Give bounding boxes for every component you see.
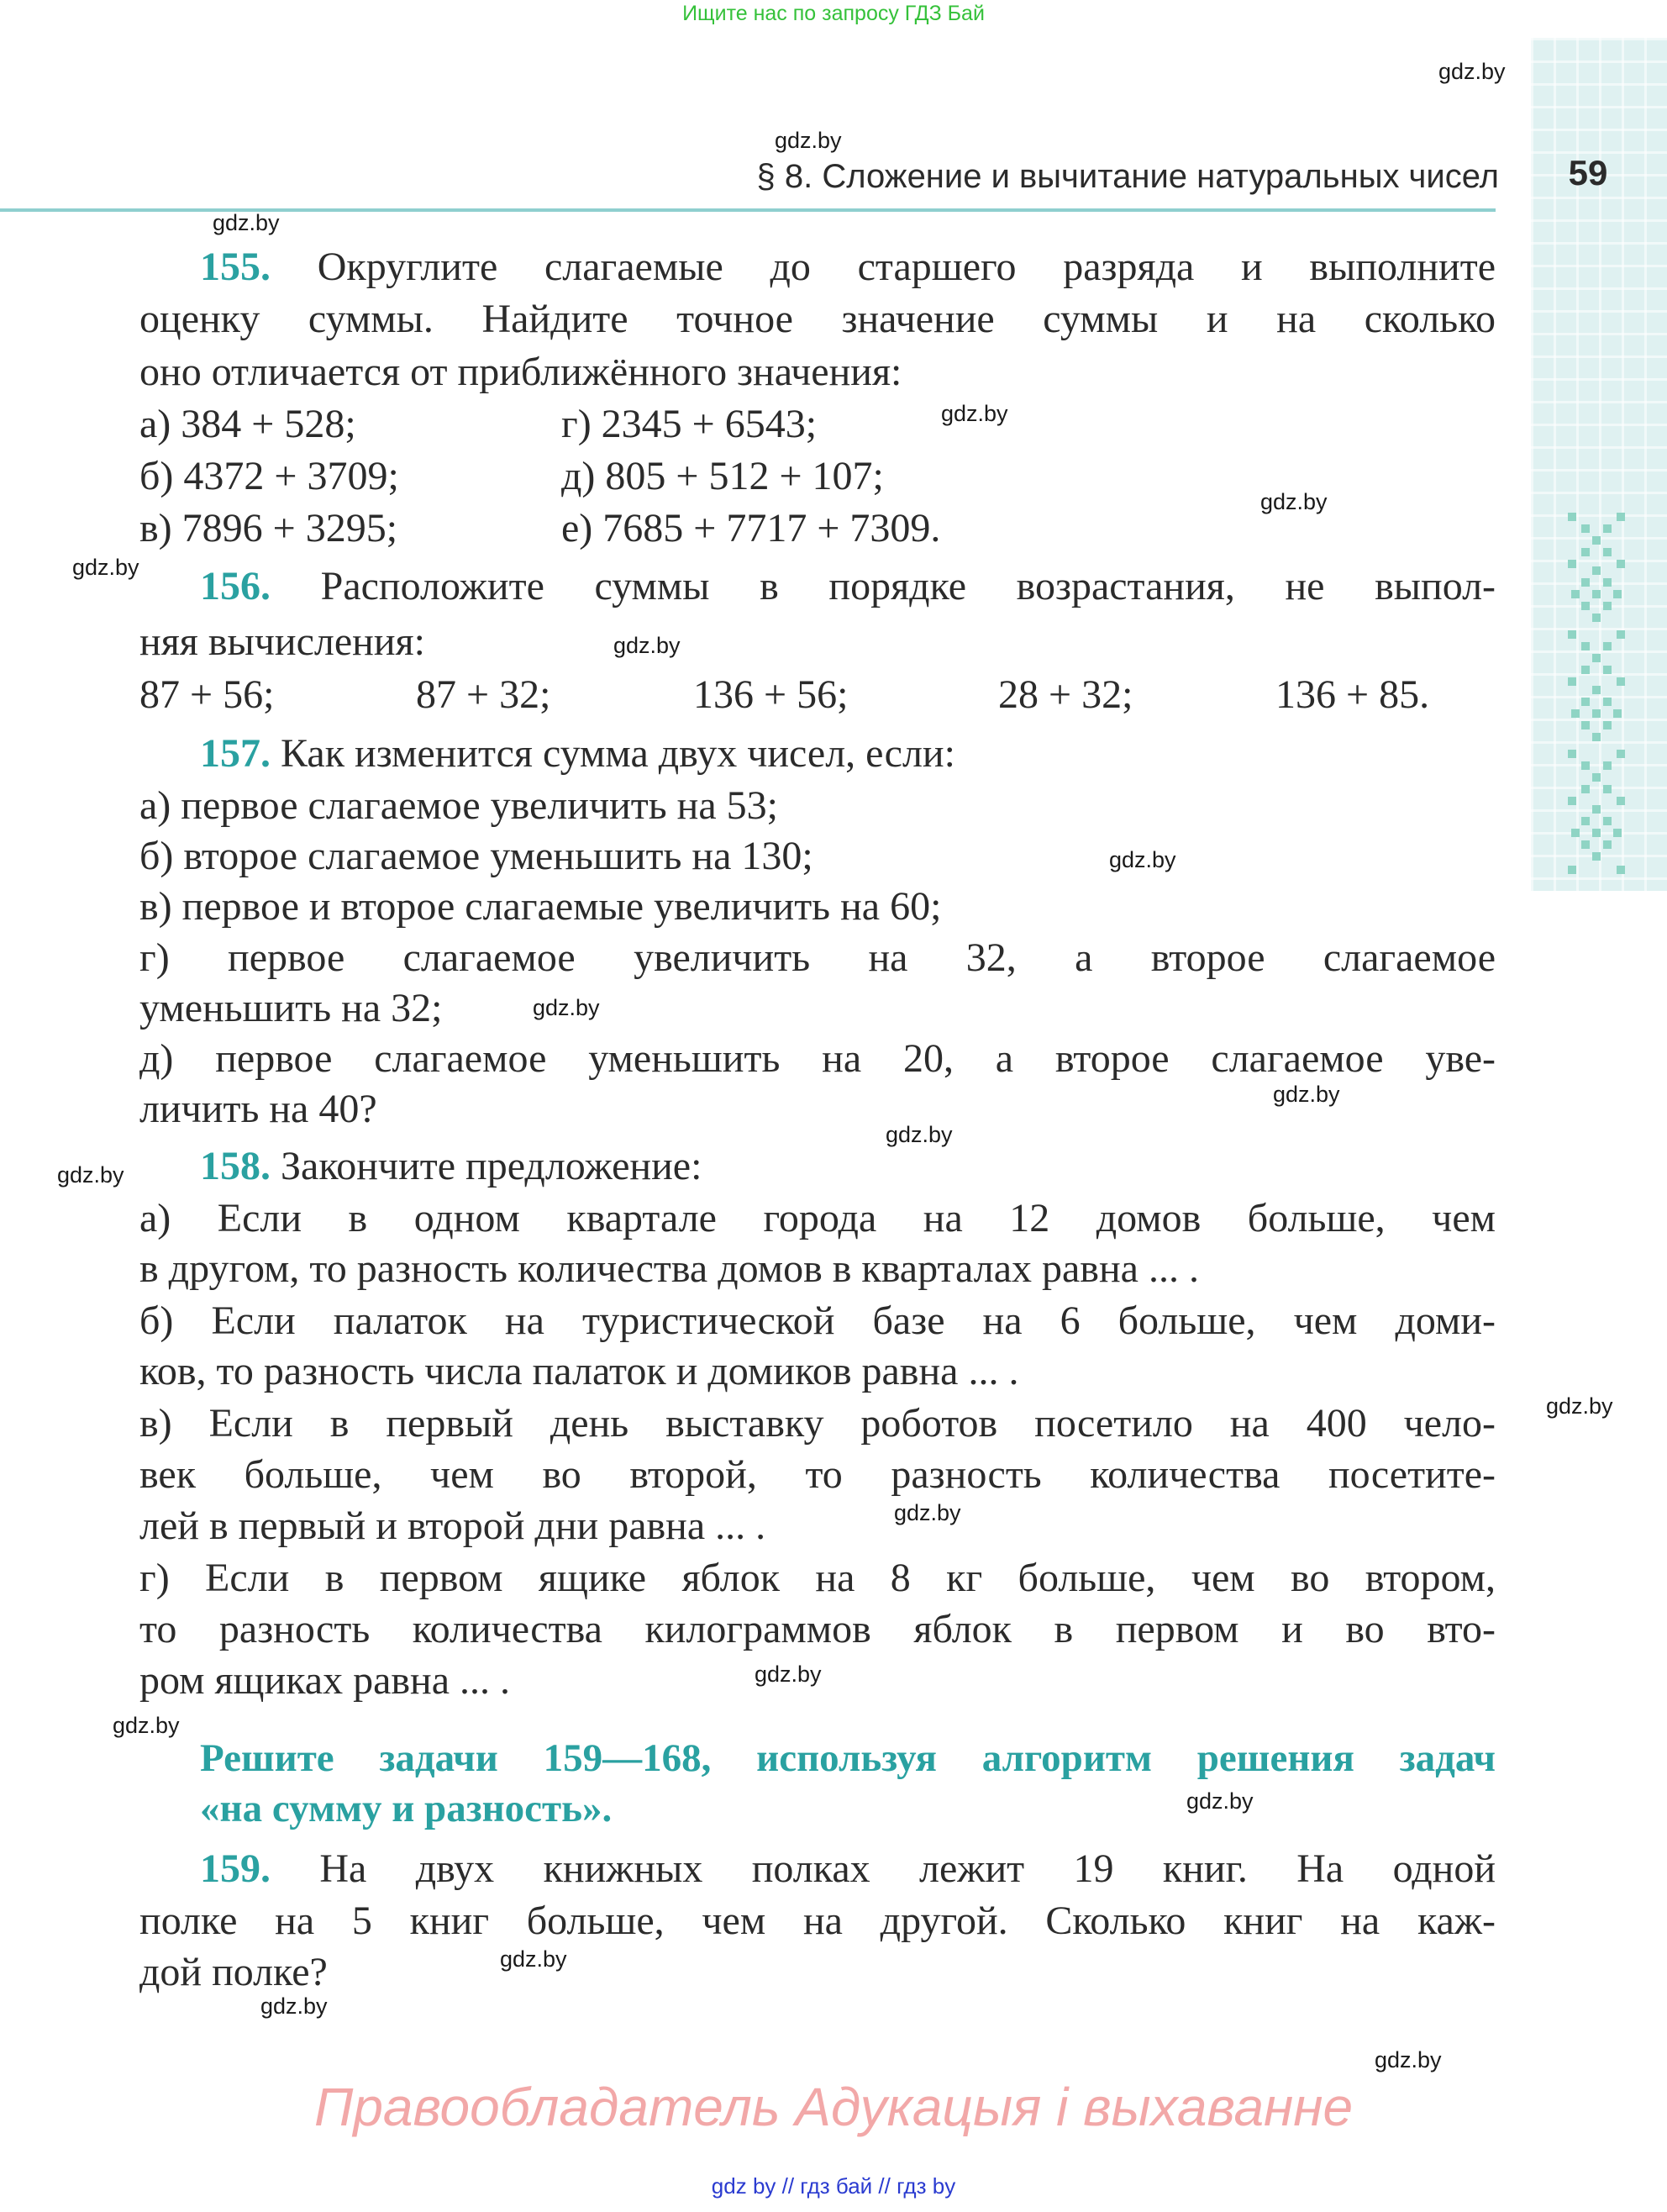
problem-155-item: е) 7685 + 7717 + 7309.	[561, 506, 941, 550]
problem-159-line-2: полке на 5 книг больше, чем на другой. Сколько книг на каж-	[139, 1899, 1496, 1943]
watermark: gdz.by	[1109, 847, 1176, 872]
watermark: gdz.by	[1273, 1082, 1340, 1107]
problem-157-item-e: д) первое слагаемое уменьшить на 20, а второе слагаемое уве-	[139, 1036, 1496, 1081]
top-banner: Ищите нас по запросу ГДЗ Бай	[682, 2, 985, 25]
watermark: gdz.by	[213, 210, 280, 235]
problem-157-item-b: б) второе слагаемое уменьшить на 130;	[139, 834, 813, 878]
sum-item: 136 + 85.	[1275, 672, 1430, 717]
watermark: gdz.by	[1546, 1393, 1613, 1419]
section-title: § 8. Сложение и вычитание натуральных чисел	[756, 158, 1499, 195]
watermark: gdz.by	[113, 1713, 180, 1738]
problem-158-item-d-cont: то разность количества килограммов яблок в первом и во вто-	[139, 1607, 1496, 1651]
sum-item: 136 + 56;	[693, 672, 849, 717]
problem-158-item-c: в) Если в первый день выставку роботов посетило на 400 чело-	[139, 1401, 1496, 1446]
watermark: gdz.by	[260, 1993, 328, 2019]
watermark: gdz.by	[886, 1122, 953, 1147]
sum-item: 28 + 32;	[998, 672, 1133, 717]
page-number: 59	[1568, 153, 1608, 192]
problem-159-line-3: дой полке?	[139, 1950, 328, 1994]
bottom-links[interactable]: gdz by // гдз бай // гдз by	[711, 2173, 956, 2199]
problem-155-item: а) 384 + 528;	[139, 402, 356, 446]
problem-159-number: 159.	[200, 1846, 271, 1891]
watermark: gdz.by	[57, 1162, 124, 1188]
watermark: gdz.by	[1260, 489, 1328, 514]
problem-155-item: в) 7896 + 3295;	[139, 506, 398, 550]
watermark: gdz.by	[533, 995, 600, 1020]
watermark: gdz.by	[894, 1500, 961, 1525]
watermark: gdz.by	[755, 1662, 822, 1687]
problem-156-line-1: 156. Расположите суммы в порядке возрастания, не выпол-	[200, 564, 1496, 608]
problem-158-item-a: а) Если в одном квартале города на 12 домов больше, чем	[139, 1196, 1496, 1240]
task-heading-line-2: «на сумму и разность».	[200, 1787, 613, 1830]
problem-155-number: 155.	[200, 245, 271, 289]
problem-157-item-c: в) первое и второе слагаемые увеличить на 60;	[139, 884, 942, 929]
problem-158-number: 158.	[200, 1144, 271, 1188]
problem-155-line-3: оно отличается от приближённого значения:	[139, 350, 902, 394]
watermark: gdz.by	[775, 128, 842, 153]
problem-158-item-a-cont: в другом, то разность количества домов в кварталах равна ... .	[139, 1246, 1199, 1291]
watermark: gdz.by	[72, 555, 139, 580]
problem-158-item-b: б) Если палаток на туристической базе на 6 больше, чем доми-	[139, 1298, 1496, 1343]
copyright-notice: Правообладатель Адукацыя і выхаванне	[313, 2077, 1354, 2137]
problem-158-item-c-cont2: лей в первый и второй дни равна ... .	[139, 1504, 766, 1548]
problem-158-line-1: 158. Закончите предложение:	[200, 1144, 702, 1188]
watermark: gdz.by	[1438, 59, 1506, 84]
problem-155-line-1: 155. Округлите слагаемые до старшего разряда и выполните	[200, 245, 1496, 289]
watermark: gdz.by	[1186, 1788, 1254, 1814]
problem-156-line-2: няя вычисления:	[139, 619, 425, 664]
sum-item: 87 + 32;	[416, 672, 551, 717]
problem-155-item: д) 805 + 512 + 107;	[561, 454, 884, 498]
problem-157-item-a: а) первое слагаемое увеличить на 53;	[139, 783, 778, 828]
problem-155-item: г) 2345 + 6543;	[561, 402, 818, 446]
sum-item: 87 + 56;	[139, 672, 275, 717]
ornament-icon	[1564, 513, 1628, 891]
problem-158-item-d: г) Если в первом ящике яблок на 8 кг больше, чем во втором,	[139, 1556, 1496, 1600]
problem-158-item-c-cont: век больше, чем во второй, то разность количества посетите-	[139, 1452, 1496, 1497]
watermark: gdz.by	[500, 1946, 567, 1972]
problem-157-item-e-cont: личить на 40?	[139, 1087, 377, 1131]
problem-155-line-2: оценку суммы. Найдите точное значение суммы и на сколько	[139, 297, 1496, 341]
problem-159-line-1: 159. На двух книжных полках лежит 19 книг. На одной	[200, 1846, 1496, 1891]
problem-158-item-b-cont: ков, то разность числа палаток и домиков равна ... .	[139, 1349, 1019, 1393]
watermark: gdz.by	[1375, 2047, 1442, 2072]
problem-157-number: 157.	[200, 731, 271, 776]
task-heading-line-1: Решите задачи 159—168, используя алгоритм решения задач	[200, 1736, 1496, 1780]
watermark: gdz.by	[941, 401, 1008, 426]
problem-156-number: 156.	[200, 564, 271, 608]
problem-158-item-d-cont2: ром ящиках равна ... .	[139, 1658, 511, 1703]
watermark: gdz.by	[613, 633, 681, 658]
problem-157-item-d-cont: уменьшить на 32;	[139, 986, 443, 1030]
problem-157-item-d: г) первое слагаемое увеличить на 32, а второе слагаемое	[139, 935, 1496, 980]
problem-157-line-1: 157. Как изменится сумма двух чисел, если:	[200, 731, 955, 776]
problem-155-item: б) 4372 + 3709;	[139, 454, 399, 498]
